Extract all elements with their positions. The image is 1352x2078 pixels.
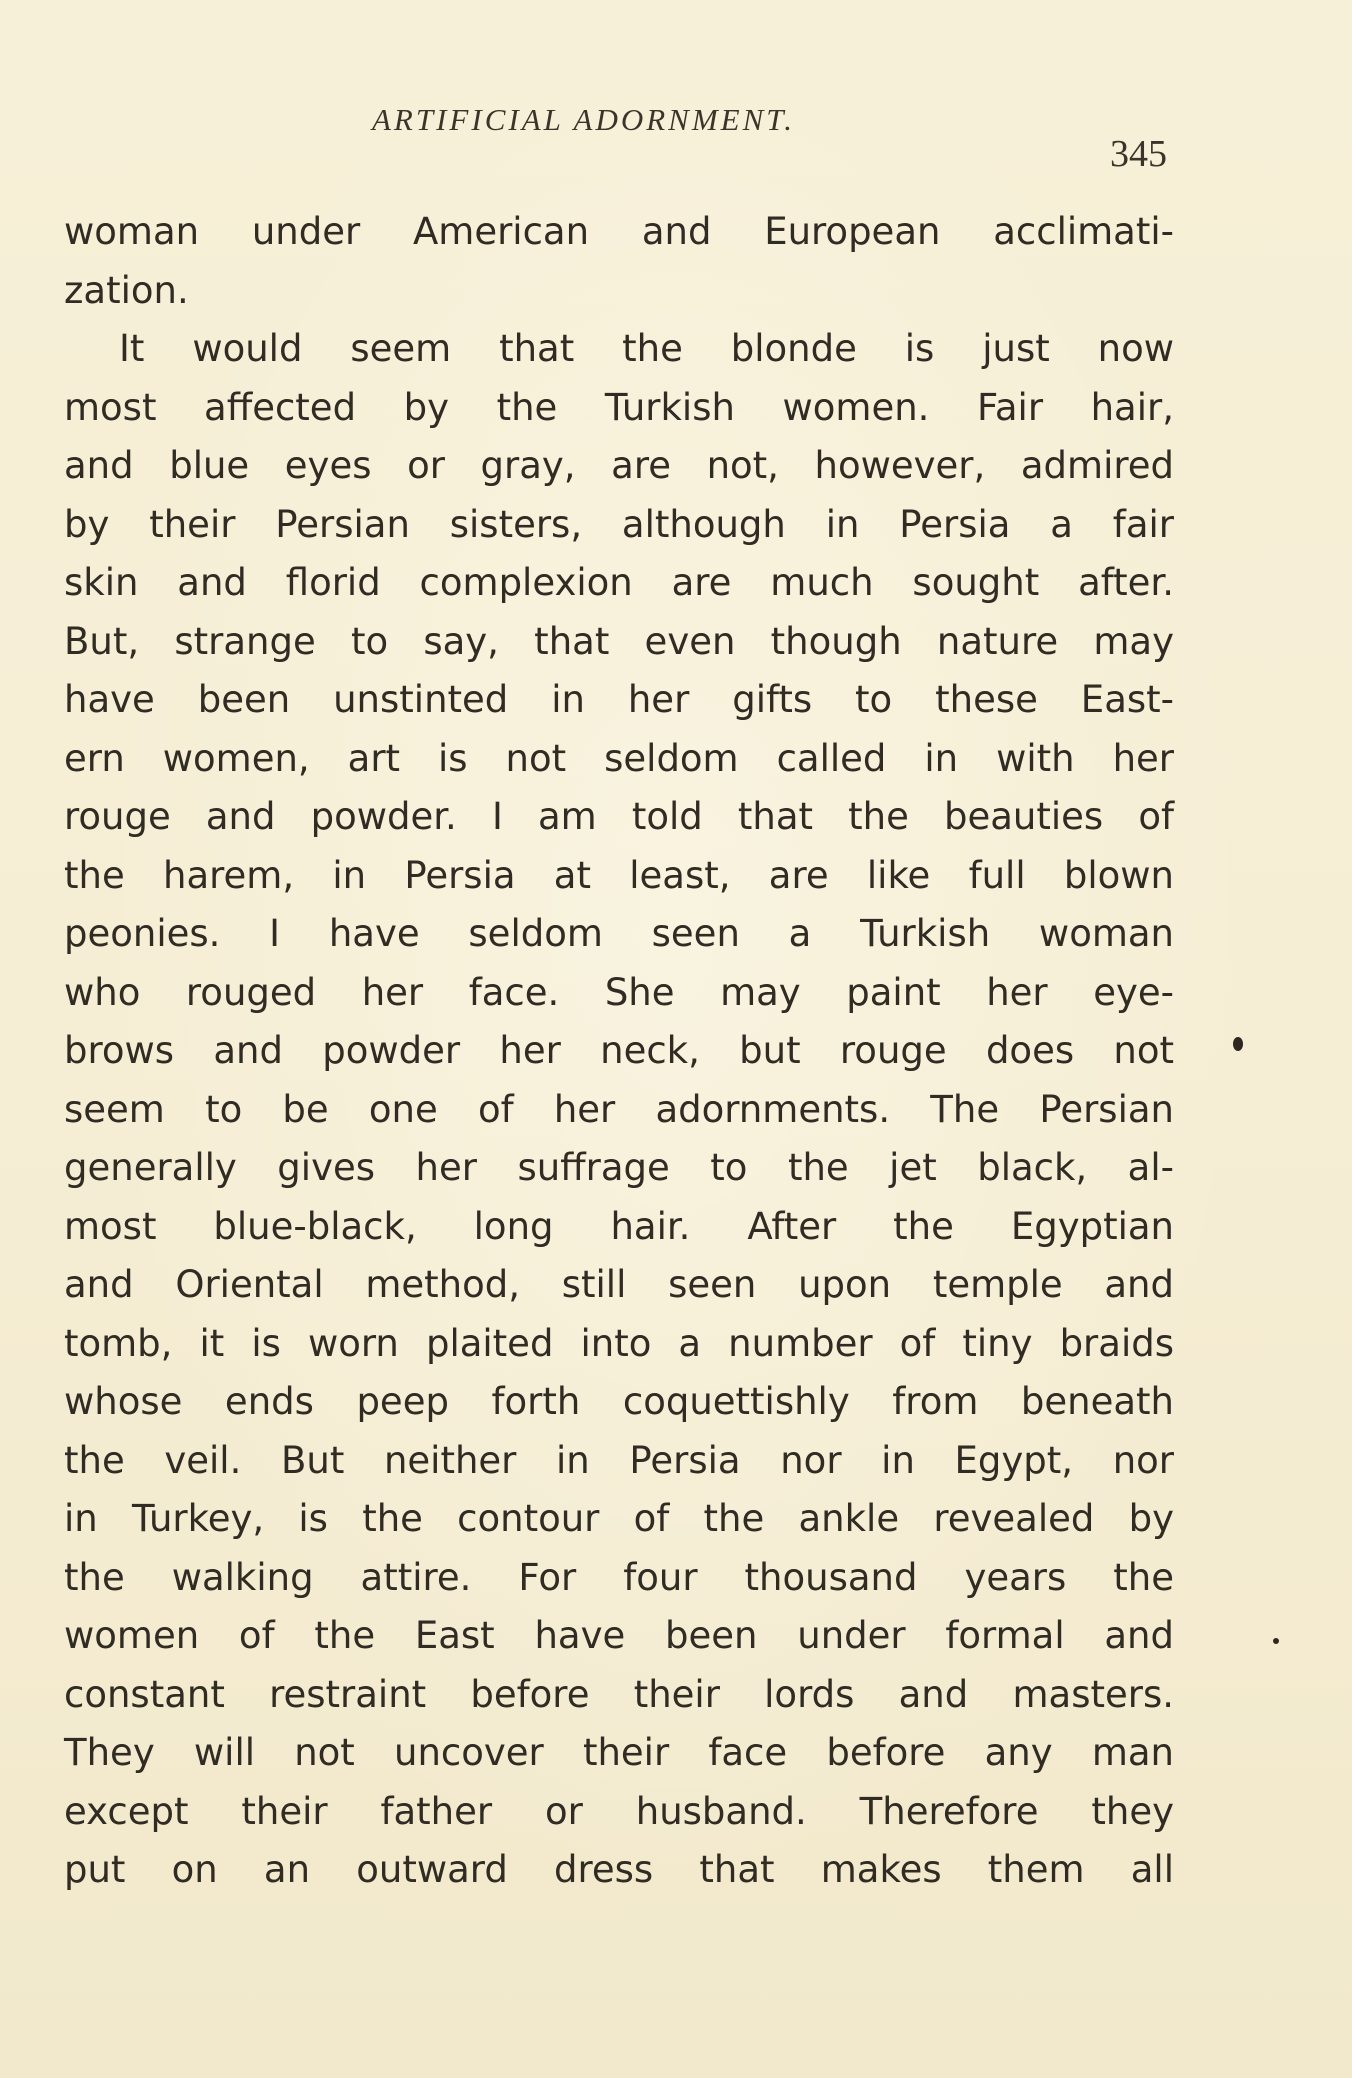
text-line: constant restraint before their lords and masters. — [64, 1672, 1174, 1716]
text-line: the walking attire. For four thousand years the — [64, 1555, 1174, 1599]
text-line: and blue eyes or gray, are not, however, admired — [64, 444, 1174, 487]
text-line: the harem, in Persia at least, are like full blown — [64, 853, 1174, 897]
page-number: 345 — [1110, 133, 1167, 175]
text-line: rouge and powder. I am told that the beauties of — [64, 795, 1174, 838]
text-line: But, strange to say, that even though nature may — [64, 619, 1174, 663]
text-line: woman under American and European acclimati- — [64, 210, 1174, 253]
text-line: generally gives her suffrage to the jet black, al- — [64, 1146, 1174, 1189]
ink-speck — [1233, 1037, 1243, 1051]
text-line: have been unstinted in her gifts to these East- — [64, 678, 1174, 721]
text-line: most affected by the Turkish women. Fair hair, — [64, 385, 1174, 429]
text-line: by their Persian sisters, although in Persia a fair — [64, 502, 1174, 546]
text-line: They will not uncover their face before any man — [64, 1731, 1174, 1774]
text-line: ern women, art is not seldom called in with her — [64, 736, 1174, 780]
running-head: ARTIFICIAL ADORNMENT. — [372, 102, 795, 137]
body-text — [64, 203, 1174, 1900]
text-line: put on an outward dress that makes them all — [64, 1848, 1174, 1891]
text-line: who rouged her face. She may paint her eye- — [64, 970, 1174, 1014]
ink-speck — [1273, 1638, 1279, 1644]
text-line: most blue-black, long hair. After the Egyptian — [64, 1204, 1174, 1248]
text-line: tomb, it is worn plaited into a number of tiny braids — [64, 1321, 1174, 1365]
text-line: women of the East have been under formal and — [64, 1614, 1174, 1657]
text-line: in Turkey, is the contour of the ankle revealed by — [64, 1497, 1174, 1540]
text-line: and Oriental method, still seen upon temple and — [64, 1263, 1174, 1306]
text-line: peonies. I have seldom seen a Turkish woman — [64, 912, 1174, 955]
text-line: seem to be one of her adornments. The Persian — [64, 1087, 1174, 1131]
text-line: It would seem that the blonde is just now — [119, 327, 1174, 370]
text-line: except their father or husband. Therefore they — [64, 1789, 1174, 1833]
text-line: zation. — [64, 268, 189, 312]
text-line: the veil. But neither in Persia nor in Egypt, nor — [64, 1438, 1174, 1482]
text-line: whose ends peep forth coquettishly from beneath — [64, 1380, 1174, 1423]
text-line: skin and florid complexion are much sought after. — [64, 561, 1174, 604]
text-line: brows and powder her neck, but rouge does not — [64, 1029, 1174, 1072]
